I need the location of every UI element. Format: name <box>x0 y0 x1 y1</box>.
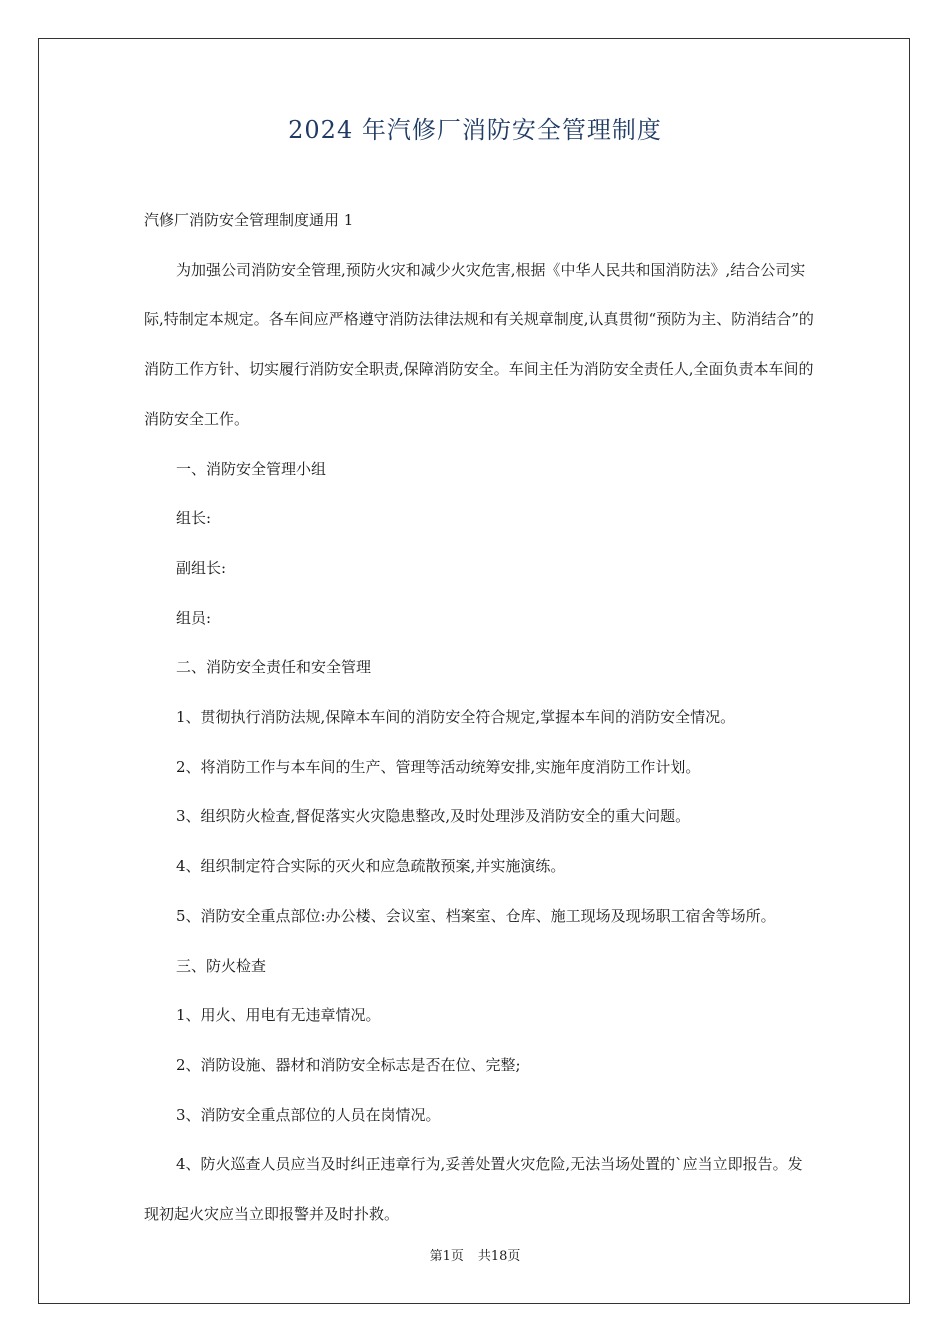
list-item: 4、防火巡查人员应当及时纠正违章行为,妥善处置火灾危险,无法当场处置的`应当立即报告。发现初起火灾应当立即报警并及时扑救。 <box>144 1155 803 1224</box>
list-item: 5、消防安全重点部位:办公楼、会议室、档案室、仓库、施工现场及现场职工宿舍等场所。 <box>176 906 776 925</box>
section-heading-inspection: 三、防火检查 <box>176 956 267 975</box>
list-item: 4、组织制定符合实际的灭火和应急疏散预案,并实施演练。 <box>176 857 566 876</box>
section-heading-team: 一、消防安全管理小组 <box>176 459 327 478</box>
team-deputy-field: 副组长: <box>176 558 227 577</box>
list-item: 3、组织防火检查,督促落实火灾隐患整改,及时处理涉及消防安全的重大问题。 <box>176 807 691 826</box>
list-item: 1、用火、用电有无违章情况。 <box>176 1006 381 1025</box>
team-member-field: 组员: <box>176 608 212 627</box>
list-item: 3、消防安全重点部位的人员在岗情况。 <box>176 1105 441 1124</box>
page-number: 第1页 <box>429 1249 464 1264</box>
page-total: 共18页 <box>477 1249 521 1264</box>
document-subtitle: 汽修厂消防安全管理制度通用 1 <box>144 211 354 229</box>
document-title: 2024 年汽修厂消防安全管理制度 <box>288 116 662 144</box>
document-body <box>144 196 814 1240</box>
team-leader-field: 组长: <box>176 509 212 528</box>
list-item: 2、将消防工作与本车间的生产、管理等活动统筹安排,实施年度消防工作计划。 <box>176 757 701 776</box>
intro-paragraph: 为加强公司消防安全管理,预防火灾和减少火灾危害,根据《中华人民共和国消防法》,结合公司实际,特制定本规定。各车间应严格遵守消防法律法规和有关规章制度,认真贯彻“预防为主、防消结合”的消防工作方针、切实履行消防安全职责,保障消防安全。车间主任为消防安全责任人,全面负责本车间的消防安全工作。 <box>144 260 814 428</box>
section-heading-responsibility: 二、消防安全责任和安全管理 <box>176 658 372 677</box>
page-footer <box>0 1247 950 1267</box>
list-item: 2、消防设施、器材和消防安全标志是否在位、完整; <box>176 1055 521 1074</box>
list-item: 1、贯彻执行消防法规,保障本车间的消防安全符合规定,掌握本车间的消防安全情况。 <box>176 708 736 727</box>
